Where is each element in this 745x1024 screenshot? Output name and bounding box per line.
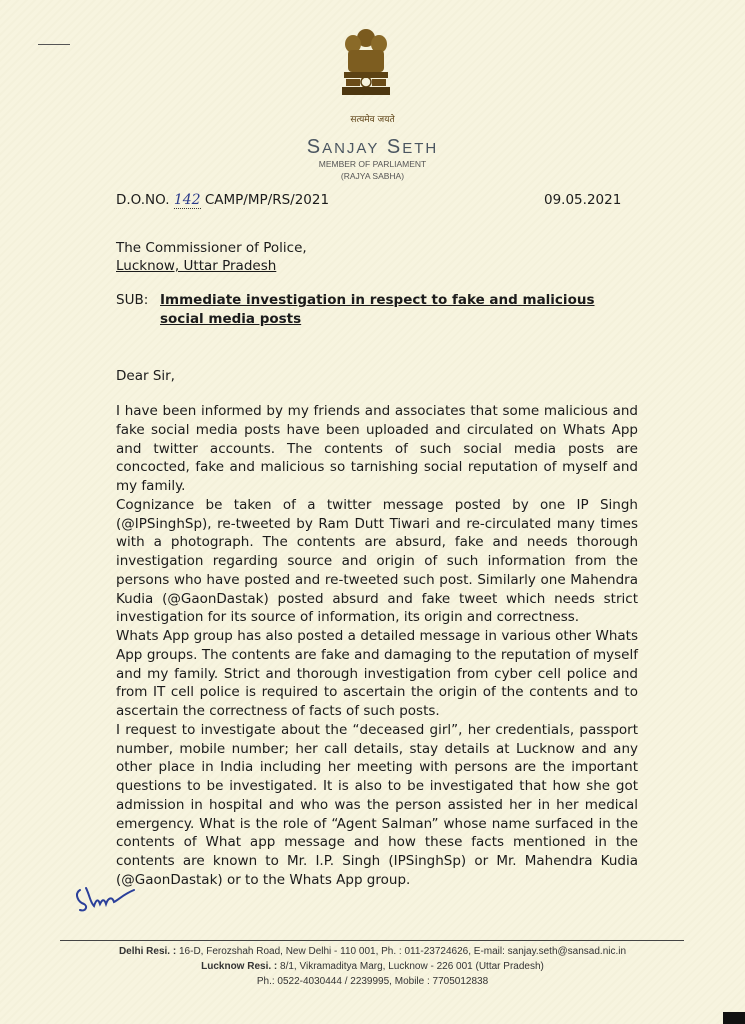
footer-phones: Ph.: 0522-4030444 / 2239995, Mobile : 7705012838 xyxy=(256,976,489,987)
letter-body xyxy=(116,402,638,890)
recipient-title: The Commissioner of Police, xyxy=(116,240,307,256)
body-paragraph: I have been informed by my friends and associates that some malicious and fake social media posts have been uploaded and circulated on Whats App and twitter accounts. The contents of such social media posts are concocted, fake and malicious so tarnishing social reputation of myself and my family. xyxy=(116,403,638,494)
letter-date: 09.05.2021 xyxy=(544,192,622,208)
body-paragraph: Whats App group has also posted a detailed message in various other Whats App groups. The contents are fake and damaging to the reputation of myself and my family. Strict and thorough investigation from cyber cell police and from IT cell police is required to ascertain the origin of the contents and to ascertain the correctness of facts of such posts. xyxy=(116,628,638,719)
margin-mark xyxy=(38,44,70,45)
footer-lucknow-address: Lucknow Resi. : 8/1, Vikramaditya Marg, Lucknow - 226 001 (Uttar Pradesh) xyxy=(201,961,544,972)
salutation: Dear Sir, xyxy=(116,368,175,384)
footer-delhi-address: Delhi Resi. : 16-D, Ferozshah Road, New Delhi - 110 001, Ph. : 011-23724626, E-mail: sanjay.seth@sansad.nic.in xyxy=(118,946,627,957)
recipient-location: Lucknow, Uttar Pradesh xyxy=(116,258,277,274)
sender-house: (RAJYA SABHA) xyxy=(340,171,405,181)
body-paragraph: Cognizance be taken of a twitter message posted by one IP Singh (@IPSinghSp), re-tweeted by Ram Dutt Tiwari and re-circulated many times with a photograph. The contents are absurd, fake and needs thorough investigation regarding source and origin of such information from the persons who have posted and re-tweeted such post. Similarly one Mahendra Kudia (@GaonDastak) posted absurd and fake tweet which needs strict investigation for its source of information, its origin and correctness. xyxy=(116,496,638,626)
sender-name: SANJAY SETH xyxy=(306,136,439,158)
handwritten-signature xyxy=(72,880,142,916)
body-paragraph: I request to investigate about the “deceased girl”, her credentials, passport number, mobile number; her call details, stay details at Lucknow and any other place in India including her meeting with persons are the important questions to be investigated. It is also to be investigated that how she got admission in hospital and who was the person assisted her in her medical emergency. What is the role of “Agent Salman” whose name surfaced in the contents of What app message and how these facts mentioned in the contents are known to Mr. I.P. Singh (IPSinghSp) or Mr. Mahendra Kudia (@GaonDastak) or to the Whats App group. xyxy=(116,721,638,888)
national-emblem-icon xyxy=(334,24,398,108)
reference-number: D.O.NO. 142 CAMP/MP/RS/2021 xyxy=(116,192,330,208)
sender-role: MEMBER OF PARLIAMENT xyxy=(318,159,427,169)
scan-edge xyxy=(723,1012,745,1024)
subject-label: SUB: xyxy=(116,292,149,308)
subject-line-1: Immediate investigation in respect to fake and malicious xyxy=(160,292,595,308)
emblem-motto: सत्यमेव जयते xyxy=(350,115,395,125)
subject-line-2: social media posts xyxy=(160,311,302,327)
footer-divider xyxy=(60,940,684,941)
